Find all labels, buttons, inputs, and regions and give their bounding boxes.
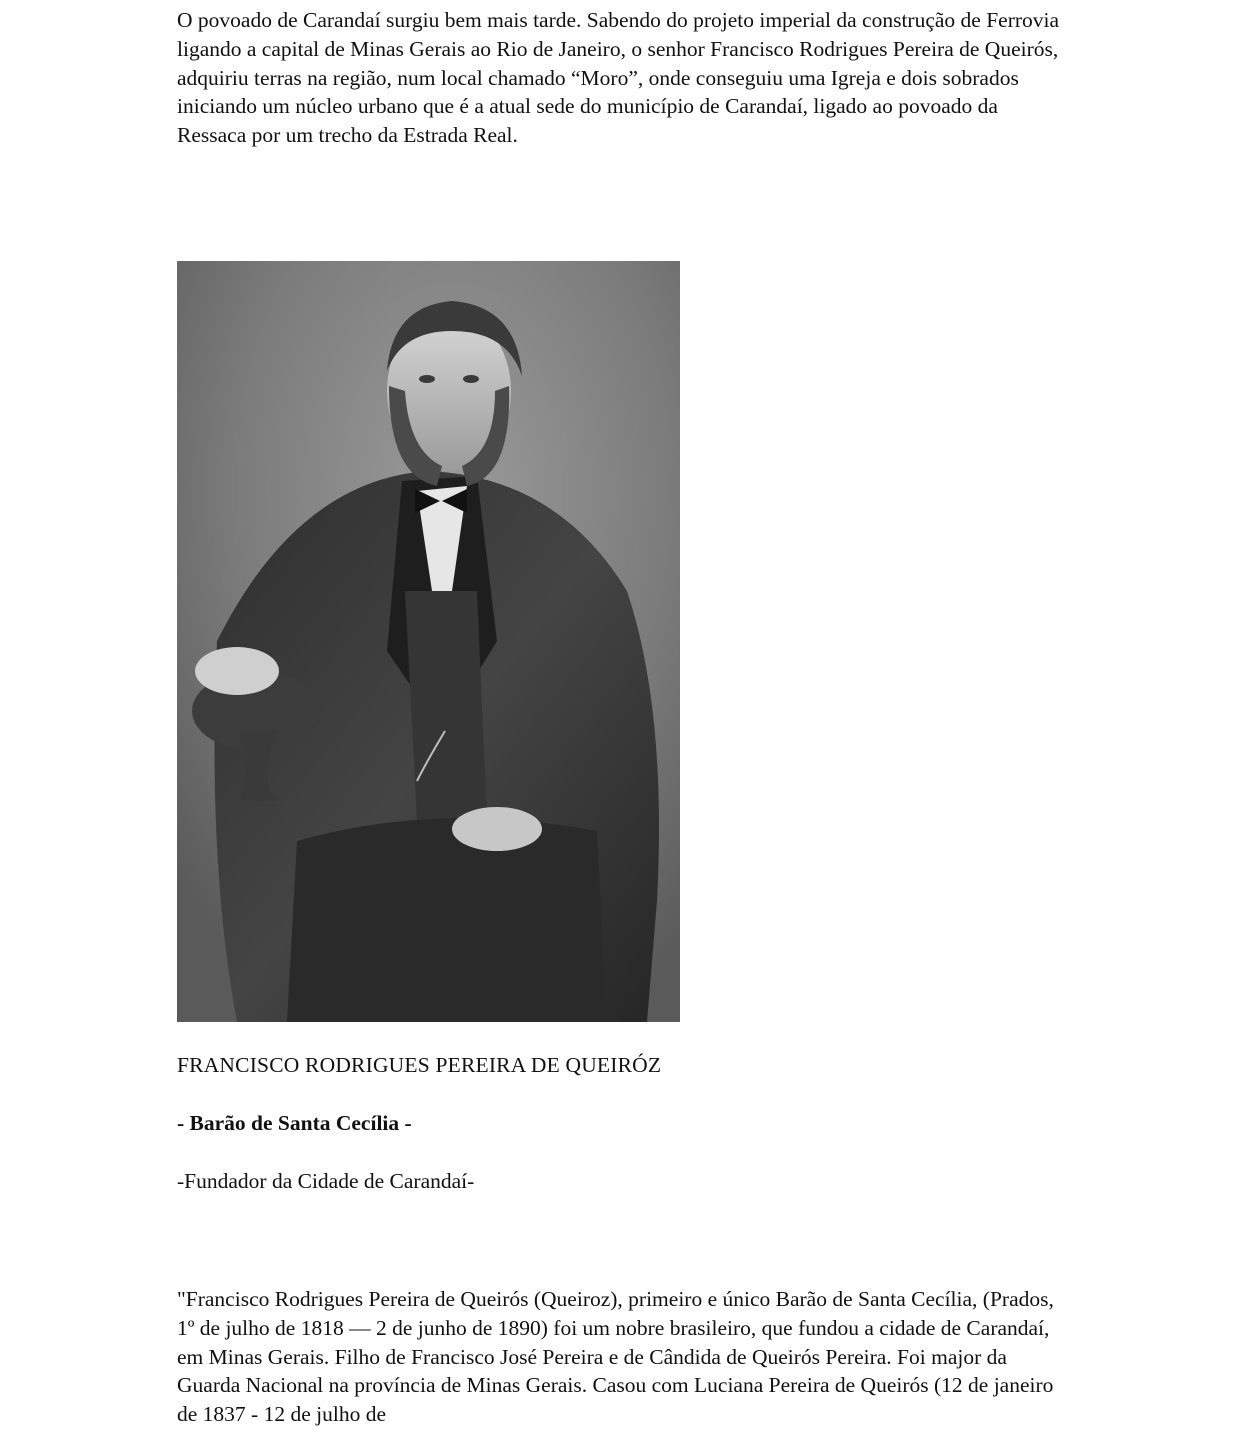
portrait-caption-name: FRANCISCO RODRIGUES PEREIRA DE QUEIRÓZ [177,1053,662,1077]
intro-paragraph: O povoado de Carandaí surgiu bem mais tarde. Sabendo do projeto imperial da construção de Ferrovia ligando a capital de Minas Gerais ao Rio de Janeiro, o senhor Francisco Rodrigues Pereira de Queirós, adquiriu terras na região, num local chamado “Moro”, onde conseguiu uma Igreja e dois sobrados iniciando um núcleo urbano que é a atual sede do município de Carandaí, ligado ao povoado da Ressaca por um trecho da Estrada Real. [177,8,1060,148]
portrait-caption-title: - Barão de Santa Cecília - [177,1111,412,1135]
biography-paragraph: "Francisco Rodrigues Pereira de Queirós (Queiroz), primeiro e único Barão de Santa Cecília, (Prados, 1º de julho de 1818 — 2 de junho de 1890) foi um nobre brasileiro, que fundou a cidade de Carandaí, em Minas Gerais. Filho de Francisco José Pereira e de Cândida de Queirós Pereira. Foi major da Guarda Nacional na província de Minas Gerais. Casou com Luciana Pereira de Queirós (12 de janeiro de 1837 - 12 de julho de [177,1287,1054,1427]
portrait-photo [177,261,680,1022]
portrait-caption-role: -Fundador da Cidade de Carandaí- [177,1169,475,1193]
